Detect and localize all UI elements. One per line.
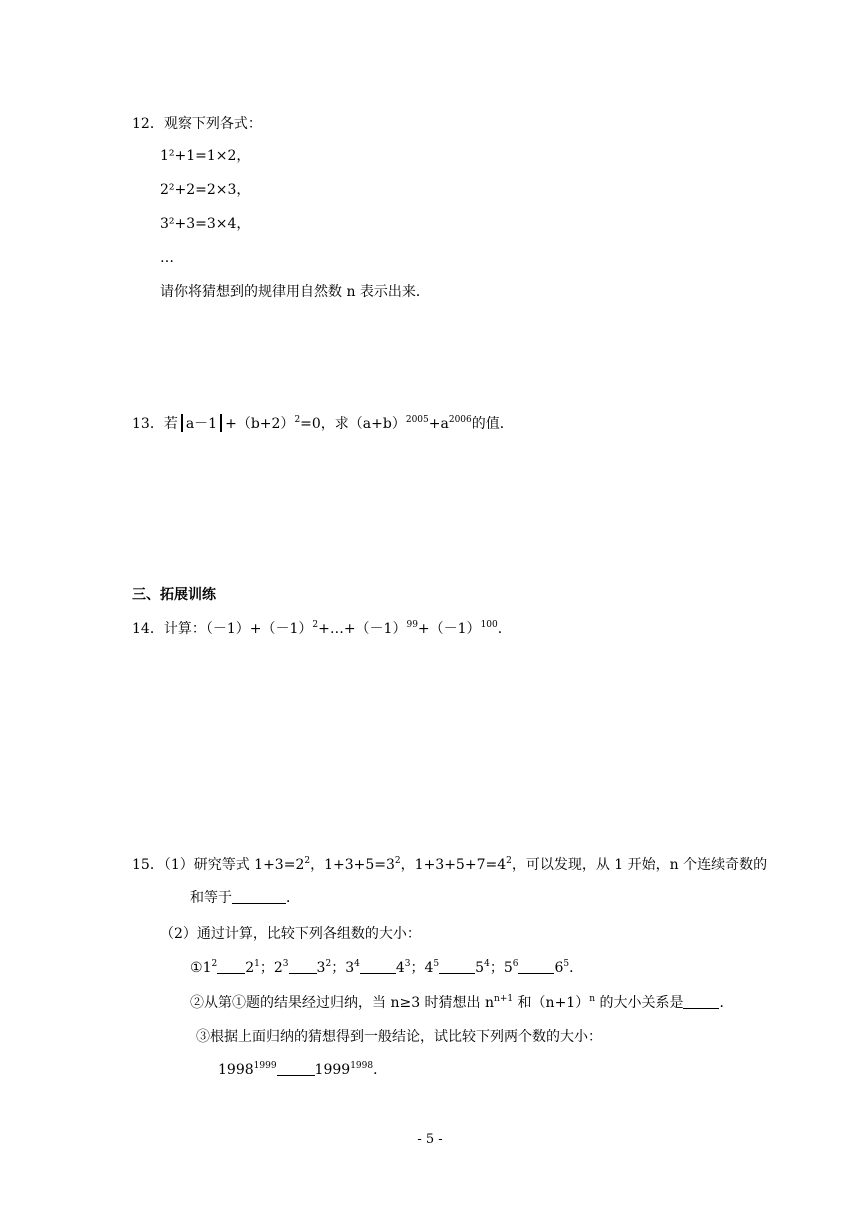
page-number: - 5 - (417, 1132, 443, 1147)
abs-bar-left (181, 414, 183, 432)
answer-blank[interactable] (277, 1061, 315, 1076)
q15-part1-line2: 和等于 ． (190, 890, 300, 906)
q12-line-1: 1²+1=1×2， (160, 148, 251, 164)
q15-part1: 15．（1）研究等式 $1+3=2^2$，$1+3+5=3^2$，$1+3+5+7=4^2$，可以发现，从 1 开始，n 个连续奇数的 (132, 856, 768, 873)
q12-prompt: 请你将猜想到的规律用自然数 n 表示出来． (160, 284, 430, 300)
q15-general: ③根据上面归纳的猜想得到一般结论，试比较下列两个数的大小： (196, 1029, 602, 1045)
answer-blank[interactable] (217, 959, 245, 974)
answer-blank[interactable] (439, 959, 475, 974)
answer-blank[interactable] (232, 889, 286, 904)
q12-title: 12．观察下列各式： (132, 116, 262, 132)
answer-blank[interactable] (518, 959, 554, 974)
q14: 14．计算：$(-1)+(-1)^2+\dots+(-1)^{99}+(-1)^{100}$． (132, 620, 512, 637)
answer-blank[interactable] (289, 959, 317, 974)
q15-conjecture: ②从第①题的结果经过归纳，当 n≥3 时猜想出 $n^{n+1}$ 和$(n+1)^n$ 的大小关系是 ． (190, 994, 734, 1011)
answer-blank[interactable] (683, 994, 719, 1009)
answer-blank[interactable] (360, 959, 396, 974)
q13: 13．若 $a-1 +(b+2)^2=0$，求$(a+b)^{2005}+a^{2006}$的值． (132, 415, 514, 432)
q12-line-3: 3²+3=3×4， (160, 216, 251, 232)
q15-part2-title: （2）通过计算，比较下列各组数的大小： (160, 926, 421, 942)
q12-ellipsis: … (160, 250, 174, 266)
q15-final-compare: $1998^{1999}$ $1999^{1998}$． (218, 1061, 388, 1078)
section-heading: 三、拓展训练 (132, 587, 216, 603)
q12-line-2: 2²+2=2×3， (160, 182, 251, 198)
q15-compare-row: $①1^2$ $2^1$；$2^3$ $3^2$；$3^4$ $4^3$；$4^5$ $5^4$；$5^6$ $6^5$． (190, 959, 584, 976)
abs-bar-right (220, 414, 222, 432)
